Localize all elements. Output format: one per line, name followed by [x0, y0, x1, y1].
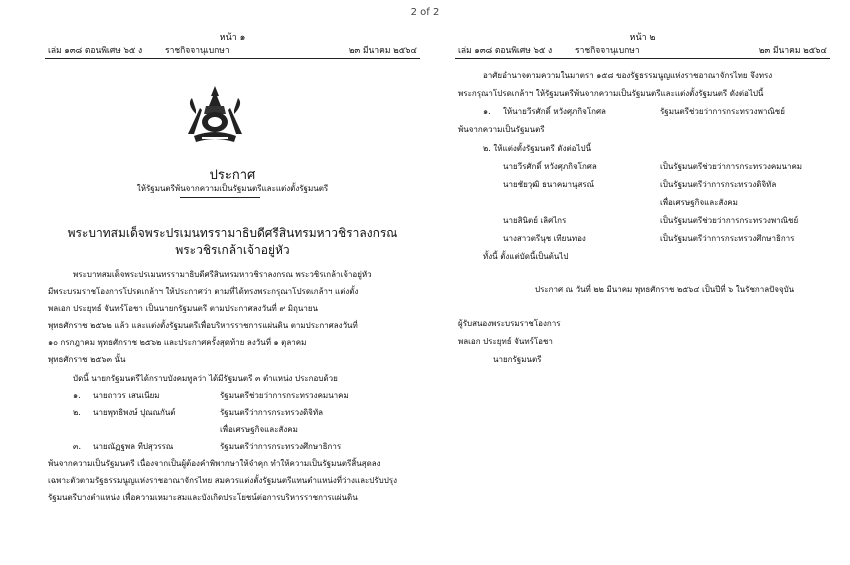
header-rule — [455, 58, 830, 59]
paragraph-line: พุทธศักราช ๒๕๖๒ แล้ว และแต่งตั้งรัฐมนตรีเพื่อบริหารราชการแผ่นดิน ตามประกาศลงวันที่ — [48, 321, 358, 330]
paragraph-line: พลเอก ประยุทธ์ จันทร์โอชา เป็นนายกรัฐมนตรี ตามประกาศลงวันที่ ๙ มิถุนายน — [48, 304, 318, 313]
minister-name: ให้นายวีรศักดิ์ หวังศุภกิจโกศล — [503, 107, 606, 116]
gazette-name: ราชกิจจานุเบกษา — [165, 46, 230, 56]
announcement-subtitle: ให้รัฐมนตรีพ้นจากความเป็นรัฐมนตรีและแต่งตั้งรัฐมนตรี — [136, 184, 329, 193]
minister-position: รัฐมนตรีว่าการกระทรวงดิจิทัล — [220, 408, 324, 417]
announcement-title: ประกาศ — [209, 168, 256, 183]
paragraph-line: รัฐมนตรีบางตำแหน่ง เพื่อความเหมาะสมและบังเกิดประโยชน์ต่อการบริหารราชการแผ่นดิน — [48, 493, 358, 502]
appointee-name: นายวีรศักดิ์ หวังศุภกิจโกศล — [503, 162, 597, 171]
minister-position: รัฐมนตรีช่วยว่าการกระทรวงคมนาคม — [220, 391, 349, 400]
king-name-line-2: พระวชิรเกล้าเจ้าอยู่หัว — [175, 243, 290, 257]
appointee-name: นายชัยวุฒิ ธนาคมานุสรณ์ — [503, 180, 595, 189]
page-number: หน้า ๒ — [629, 33, 656, 43]
appointee-position: เป็นรัฐมนตรีว่าการกระทรวงดิจิทัล — [660, 180, 777, 189]
paragraph-line: อาศัยอำนาจตามความในมาตรา ๑๕๘ ของรัฐธรรมนูญแห่งราชอาณาจักรไทย จึงทรง — [483, 71, 773, 80]
list-heading: ๒. ให้แต่งตั้งรัฐมนตรี ดังต่อไปนี้ — [483, 144, 592, 153]
minister-position-cont: เพื่อเศรษฐกิจและสังคม — [220, 425, 298, 434]
document-page-2 — [455, 26, 830, 546]
signer-title: นายกรัฐมนตรี — [493, 355, 542, 364]
paragraph-line: พ้นจากความเป็นรัฐมนตรี — [458, 125, 545, 134]
appointee-name: นางสาวตรีนุช เทียนทอง — [503, 234, 586, 243]
signer-name: พลเอก ประยุทธ์ จันทร์โอชา — [458, 337, 553, 346]
header-date: ๒๓ มีนาคม ๒๕๖๔ — [348, 46, 417, 56]
paragraph-line: มีพระบรมราชโองการโปรดเกล้าฯ ให้ประกาศว่า ตามที่ได้ทรงพระกรุณาโปรดเกล้าฯ แต่งตั้ง — [48, 287, 359, 296]
list-number: ๑. — [73, 391, 81, 400]
paragraph-line: บัดนี้ นายกรัฐมนตรีได้กราบบังคมทูลว่า ได้มีรัฐมนตรี ๓ ตำแหน่ง ประกอบด้วย — [73, 374, 338, 383]
header-date: ๒๓ มีนาคม ๒๕๖๔ — [758, 46, 827, 56]
announcement-date: ประกาศ ณ วันที่ ๒๒ มีนาคม พุทธศักราช ๒๕๖๔ เป็นปีที่ ๖ ในรัชกาลปัจจุบัน — [535, 285, 795, 294]
appointee-position: เป็นรัฐมนตรีช่วยว่าการกระทรวงพาณิชย์ — [660, 216, 799, 225]
paragraph-line: พ้นจากความเป็นรัฐมนตรี เนื่องจากเป็นผู้ต้องคำพิพากษาให้จำคุก ทำให้ความเป็นรัฐมนตรีสิ้นสุดลง — [48, 459, 381, 468]
minister-name: นายพุทธิพงษ์ ปุณณกันต์ — [93, 408, 176, 417]
list-number: ๒. — [73, 408, 81, 417]
list-number: ๑. — [483, 107, 491, 116]
appointee-position: เป็นรัฐมนตรีช่วยว่าการกระทรวงคมนาคม — [660, 162, 803, 171]
paragraph-line: พระกรุณาโปรดเกล้าฯ ให้รัฐมนตรีพ้นจากความเป็นรัฐมนตรีและแต่งตั้งรัฐมนตรี ดังต่อไปนี้ — [458, 89, 764, 98]
royal-emblem-icon — [180, 84, 250, 146]
page-number: หน้า ๑ — [219, 33, 246, 43]
paragraph-line: เฉพาะตัวตามรัฐธรรมนูญแห่งราชอาณาจักรไทย สมควรแต่งตั้งรัฐมนตรีแทนตำแหน่งที่ว่างและปรับปรุง — [48, 476, 398, 485]
page-indicator: 2 of 2 — [410, 7, 440, 18]
gazette-header — [455, 43, 830, 55]
appointee-position-cont: เพื่อเศรษฐกิจและสังคม — [660, 198, 738, 207]
paragraph-line: พุทธศักราช ๒๕๖๓ นั้น — [48, 355, 126, 364]
document-page-1 — [45, 26, 420, 546]
effective-line: ทั้งนี้ ตั้งแต่บัดนี้เป็นต้นไป — [483, 252, 569, 261]
king-name-line-1: พระบาทสมเด็จพระปรเมนทรรามาธิบดีศรีสินทรมหาวชิราลงกรณ — [67, 226, 398, 240]
appointee-position: เป็นรัฐมนตรีว่าการกระทรวงศึกษาธิการ — [660, 234, 795, 243]
minister-position: รัฐมนตรีว่าการกระทรวงศึกษาธิการ — [220, 442, 342, 451]
paragraph-line: พระบาทสมเด็จพระปรเมนทรรามาธิบดีศรีสินทรมหาวชิราลงกรณ พระวชิรเกล้าเจ้าอยู่หัว — [73, 270, 372, 279]
header-rule — [45, 58, 420, 59]
list-number: ๓. — [73, 442, 82, 451]
title-rule — [180, 197, 260, 198]
paragraph-line: ๑๐ กรกฎาคม พุทธศักราช ๒๕๖๒ และประกาศครั้งสุดท้าย ลงวันที่ ๑ ตุลาคม — [48, 338, 307, 347]
minister-name: นายณัฏฐพล ทีปสุวรรณ — [93, 442, 174, 451]
gazette-header — [45, 43, 420, 55]
appointee-name: นายสินิตย์ เลิศไกร — [503, 216, 567, 225]
minister-name: นายถาวร เสนเนียม — [93, 391, 160, 400]
volume-label: เล่ม ๑๓๘ ตอนพิเศษ ๖๕ ง — [48, 46, 143, 56]
countersign-label: ผู้รับสนองพระบรมราชโองการ — [458, 319, 561, 328]
volume-label: เล่ม ๑๓๘ ตอนพิเศษ ๖๕ ง — [458, 46, 553, 56]
minister-position: รัฐมนตรีช่วยว่าการกระทรวงพาณิชย์ — [660, 107, 785, 116]
gazette-name: ราชกิจจานุเบกษา — [575, 46, 640, 56]
